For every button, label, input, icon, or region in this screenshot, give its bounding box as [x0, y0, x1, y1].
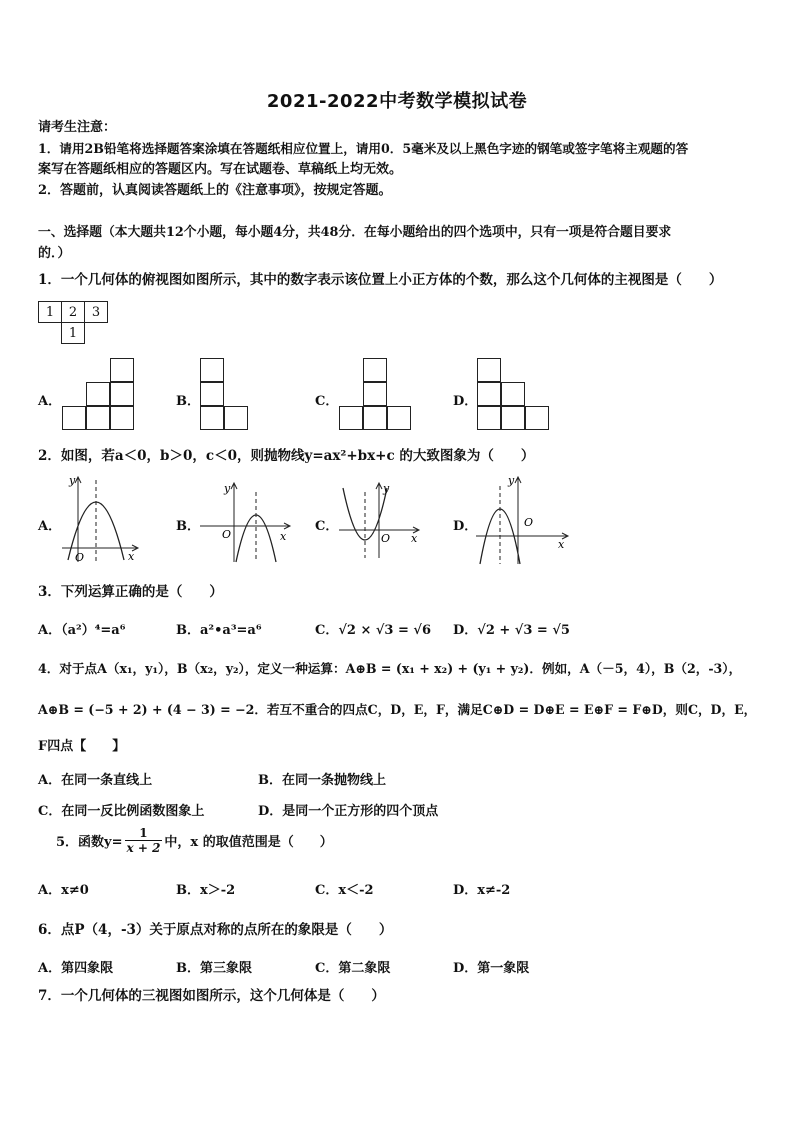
section-heading: 一、选择题（本大题共12个小题，每小题4分，共48分．在每小题给出的四个选项中，只有一项是符合题目要求: [38, 225, 672, 240]
q1-option-d-label[interactable]: D．: [453, 394, 478, 409]
q6-option-b[interactable]: B．第三象限: [176, 961, 252, 976]
notice-item-1-cont: 案写在答题纸相应的答题区内。写在试题卷、草稿纸上均无效。: [38, 162, 403, 177]
q1-option-a-label[interactable]: A．: [38, 394, 62, 409]
notice-heading: 请考生注意：: [38, 120, 117, 135]
y-axis-label: y: [69, 474, 76, 487]
q2-option-b-graph: [198, 478, 293, 564]
origin-label: O: [524, 516, 534, 529]
notice-item-2: 2．答题前，认真阅读答题纸上的《注意事项》，按规定答题。: [38, 183, 392, 198]
top-view-empty-cell: [85, 323, 108, 344]
origin-label: O: [381, 532, 391, 545]
q5-option-a[interactable]: A．x≠0: [38, 883, 89, 898]
question-7-stem: 7．一个几何体的三视图如图所示，这个几何体是（ ）: [38, 988, 385, 1004]
q2-option-c-label[interactable]: C．: [315, 519, 339, 534]
q1-option-a-figure: [62, 358, 136, 432]
q4-option-a[interactable]: A．在同一条直线上: [38, 773, 153, 788]
x-axis-label: x: [280, 530, 287, 543]
top-view-cell: 1: [39, 302, 62, 323]
question-4-line-2: A⊕B = (−5 + 2) + (4 − 3) = −2．若互不重合的四点C，D，E，F，满足C⊕D = D⊕E = E⊕F = F⊕D，则C，D，E，: [38, 702, 757, 717]
q4-option-c[interactable]: C．在同一反比例函数图象上: [38, 804, 205, 819]
q3-option-c[interactable]: C．√2 × √3 = √6: [315, 623, 432, 638]
question-2-stem: 2．如图，若a＜0，b＞0，c＜0，则抛物线y=ax²+bx+c 的大致图象为（ ）: [38, 448, 535, 464]
q5-fraction: [125, 826, 163, 855]
q5-option-b[interactable]: B．x＞-2: [176, 883, 236, 898]
q1-option-c-figure: [339, 358, 413, 432]
section-heading-cont: 的．）: [38, 246, 71, 261]
notice-item-1: 1．请用2B铅笔将选择题答案涂填在答题纸相应位置上，请用0．5毫米及以上黑色字迹的钢笔或签字笔将主观题的答: [38, 141, 689, 156]
x-axis-label: x: [411, 532, 418, 545]
q2-option-b-label[interactable]: B．: [176, 519, 200, 534]
q5-stem-after: 中，x 的取值范围是（ ）: [164, 835, 333, 850]
q2-option-d-graph: [474, 474, 570, 566]
y-axis-label: y: [224, 482, 231, 495]
q3-option-d[interactable]: D．√2 + √3 = √5: [453, 623, 570, 638]
q6-option-a[interactable]: A．第四象限: [38, 961, 114, 976]
q6-option-d[interactable]: D．第一象限: [453, 961, 530, 976]
q5-fraction-numerator: 1: [125, 826, 163, 841]
question-4-line-3: F四点【 】: [38, 739, 126, 754]
q5-option-c[interactable]: C．x＜-2: [315, 883, 374, 898]
q4-option-d[interactable]: D．是同一个正方形的四个顶点: [258, 804, 439, 819]
question-5-stem: [56, 826, 333, 855]
top-view-empty-cell: [39, 323, 62, 344]
q2-option-c-graph: [337, 478, 422, 564]
q5-option-d[interactable]: D．x≠-2: [453, 883, 511, 898]
question-3-stem: 3．下列运算正确的是（ ）: [38, 584, 223, 600]
y-axis-label: y: [383, 482, 390, 495]
origin-label: O: [222, 528, 232, 541]
x-axis-label: x: [128, 550, 135, 563]
question-6-stem: 6．点P（4，-3）关于原点对称的点所在的象限是（ ）: [38, 922, 393, 938]
q5-fraction-denominator: x + 2: [126, 841, 161, 855]
q2-option-a-graph: [60, 474, 140, 564]
q1-option-b-figure: [200, 358, 250, 432]
q2-option-d-label[interactable]: D．: [453, 519, 478, 534]
q2-option-a-label[interactable]: A．: [38, 519, 62, 534]
x-axis-label: x: [558, 538, 565, 551]
y-axis-label: y: [508, 474, 515, 487]
q1-option-d-figure: [477, 358, 551, 432]
q3-option-a[interactable]: A．（a²）⁴=a⁶: [38, 623, 126, 638]
top-view-cell: 2: [62, 302, 85, 323]
question-4-line-1: 4．对于点A（x₁，y₁），B（x₂，y₂），定义一种运算：A⊕B = (x₁ + x₂) + (y₁ + y₂)．例如，A（－5，4），B（2，-3），: [38, 661, 742, 676]
top-view-cell: 1: [62, 323, 85, 344]
q1-option-b-label[interactable]: B．: [176, 394, 200, 409]
top-view-cell: 3: [85, 302, 108, 323]
q6-option-c[interactable]: C．第二象限: [315, 961, 391, 976]
q4-option-b[interactable]: B．在同一条抛物线上: [258, 773, 386, 788]
origin-label: O: [75, 551, 85, 564]
page-title: 2021-2022中考数学模拟试卷: [266, 91, 528, 112]
question-1-stem: 1．一个几何体的俯视图如图所示，其中的数字表示该位置上小正方体的个数，那么这个几何体的主视图是（ ）: [38, 272, 723, 288]
q5-stem-before: 5．函数y=: [56, 835, 123, 850]
top-view-grid: [38, 301, 108, 344]
q1-option-c-label[interactable]: C．: [315, 394, 339, 409]
q3-option-b[interactable]: B．a²•a³=a⁶: [176, 623, 262, 638]
